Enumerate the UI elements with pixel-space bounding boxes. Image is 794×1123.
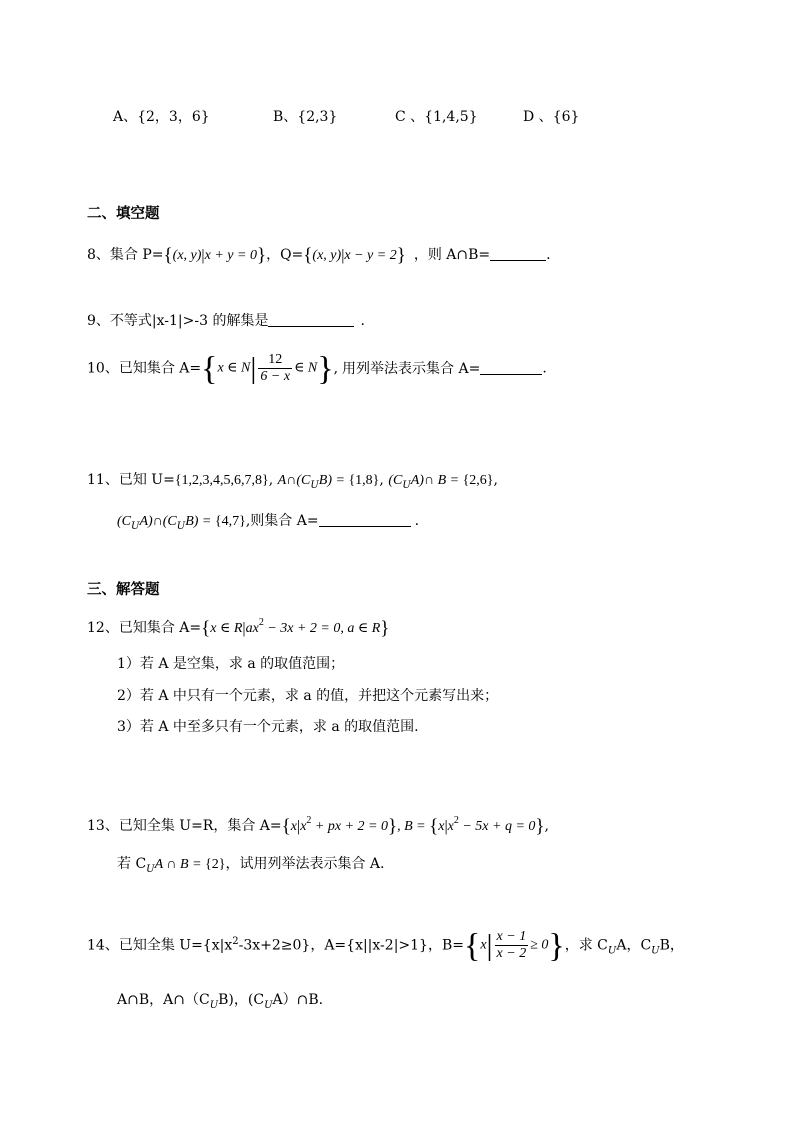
question-14: 14、已知全集 $U=\{x|x^2-3x+2\ge 0\}$，A={x||x-2|>1}，B={x| $\frac{x - 1}{x - 2}$ ≥ 0}，求 $C_UA$，$C_UB$，	[87, 927, 684, 965]
q9-number: 9、	[87, 313, 110, 329]
q8-text3: ，则 A∩B=	[413, 247, 491, 263]
q11-val2: {2,6}	[462, 473, 494, 488]
question-11: 11、已知 U={1,2,3,4,5,6,7,8}, $A\cap(C_UB) = \{1,8\}$, $(C_UA)\cap$ B = {2,6},	[87, 472, 498, 491]
question-8: 8、集合 P={(x, y)|x + y = 0}，Q={(x, y)|x − y = 2} ，则 A∩B= .	[87, 245, 551, 266]
option-c: C 、{1,4,5}	[395, 109, 478, 125]
option-b: B、{2,3}	[273, 109, 338, 125]
q11-u-set: {1,2,3,4,5,6,7,8}	[174, 473, 269, 488]
q8-q-inner: (x, y)	[312, 248, 342, 263]
q11-val3: {4,7}	[214, 514, 246, 529]
q8-text: 集合 P=	[109, 247, 164, 263]
q11-expr1: A∩(C	[277, 473, 311, 488]
q10-in-n: ∈ N	[294, 360, 318, 376]
question-13-line-2: 若 $C_UA$ ∩ B = {2}，试用列举法表示集合 A.	[117, 856, 385, 875]
q9-end: .	[360, 313, 365, 329]
q10-x-in: x ∈ N	[217, 360, 251, 376]
q13-number: 13、	[87, 818, 119, 834]
question-12: 12、已知集合 A={x ∈ $R|ax^2 - 3x + 2 = 0$, a ∈ R}	[87, 617, 390, 639]
q12-number: 12、	[87, 620, 119, 636]
q13-text: 已知全集 U=R，集合 A=	[118, 818, 282, 834]
question-10: 10、已知集合 A={x ∈ N| $\frac{12}{6 - x}$ ∈ N}, 用列举法表示集合 A= .	[87, 350, 547, 388]
q10-end: .	[542, 360, 547, 377]
q10-fraction	[258, 352, 292, 385]
q11-expr2: (C	[388, 473, 403, 488]
q10-frac-num: 12	[268, 352, 283, 367]
q11-end: .	[414, 513, 420, 529]
q9-answer-blank	[268, 314, 354, 327]
q8-q-cond: x − y = 2	[344, 248, 397, 263]
q10-number: 10、	[87, 360, 119, 377]
question-13: 13、已知全集 U=R，集合 $A=\{x|x^2$ + px + 2 = 0}, $B = \{x|x^2 - 5x + q = 0\}$,	[87, 815, 549, 837]
question-11-line-2: $(C_UA)\cap(C_UB) = \{4,7\}$,则集合 A= .	[117, 513, 420, 532]
option-a: A、{2，3，6}	[113, 109, 210, 125]
q10-comma: ,	[333, 360, 339, 377]
q11-number: 11、	[87, 472, 119, 488]
q10-text: 已知集合 A=	[118, 360, 202, 377]
q12-text: 已知集合 A=	[118, 620, 202, 636]
q14-fraction	[495, 929, 529, 962]
question-9	[87, 314, 365, 328]
q11-val1: {1,8}	[348, 473, 380, 488]
q8-p-inner: (x, y)	[172, 248, 202, 263]
q9-text: 不等式|x-1|>-3 的解集是	[109, 313, 269, 329]
section-3-heading: 三、解答题	[87, 582, 160, 598]
q11-text: 已知 U=	[118, 472, 175, 488]
q13-val: {2}	[205, 857, 226, 872]
section-2-heading: 二、填空题	[87, 206, 160, 222]
q10-text2: 用列举法表示集合 A=	[342, 360, 481, 377]
option-d: D 、{6}	[523, 109, 580, 125]
q8-number: 8、	[87, 247, 110, 263]
q14-text: 已知全集 U={x|x	[118, 937, 233, 954]
q11-answer-blank	[319, 514, 411, 527]
q12-part-3: 3）若 A 中至多只有一个元素，求 a 的取值范围.	[117, 719, 419, 735]
q14-frac-den: x − 2	[496, 946, 527, 961]
q10-answer-blank	[480, 362, 542, 375]
q8-end: .	[546, 247, 551, 263]
q12-part-2: 2）若 A 中只有一个元素，求 a 的值，并把这个元素写出来；	[117, 688, 499, 704]
q8-p-cond: x + y = 0	[204, 248, 257, 263]
q10-frac-den: 6 − x	[260, 369, 291, 384]
q8-text2: ，Q=	[266, 247, 304, 263]
q14-frac-num: x − 1	[496, 929, 527, 944]
q14-number: 14、	[87, 937, 119, 954]
question-14-line-2: A∩B，$A\cap(C_UB)$，$(C_UA)\cap B$.	[117, 992, 324, 1011]
q8-answer-blank	[490, 248, 546, 261]
q11-text2: ,则集合 A=	[245, 513, 319, 529]
q12-part-1: 1）若 A 是空集，求 a 的取值范围；	[117, 656, 345, 672]
